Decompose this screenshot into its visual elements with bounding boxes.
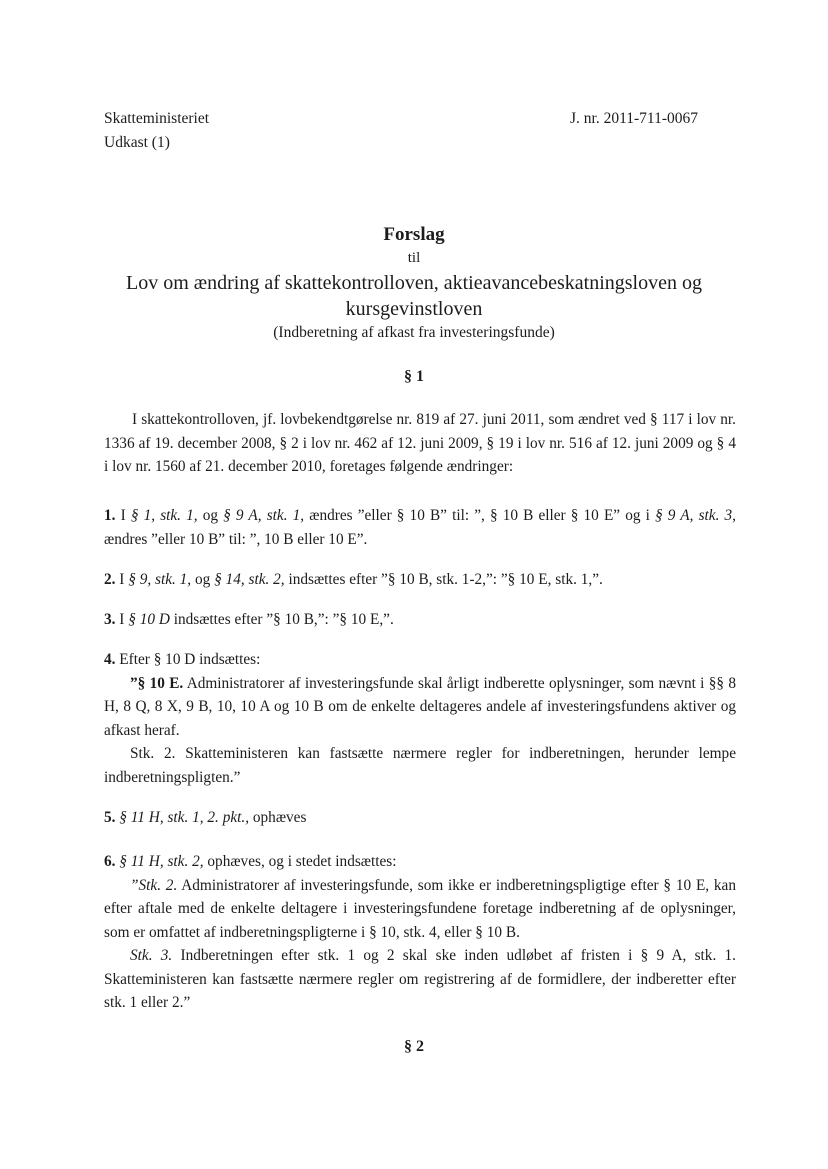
section-1-heading: § 1 <box>404 368 424 385</box>
item-text: ophæves, og i stedet indsættes: <box>203 853 397 870</box>
stk-2-text: Administratorer af investeringsfunde, som ikke er indberetningspligtige efter § 10 E, kan efter aftale med de enkelte deltagere i investeringsfundene foretage indberetning af de oplysninger, som er omfattet af indberetningspligterne i § 10, stk. 4, eller § 10 B. <box>104 876 736 941</box>
item-text: ændres ”eller § 10 B” til: ”, § 10 B eller § 10 E” og i <box>304 507 656 524</box>
amendment-item-4 <box>104 648 736 789</box>
law-title-line-1: Lov om ændring af skattekontrolloven, aktieavancebeskatningsloven og <box>126 272 702 294</box>
new-section-10e-stk2: Stk. 2. Skatteministeren kan fastsætte nærmere regler for indberetningen, herunder lempe indberetningspligten.” <box>104 745 736 786</box>
item-reference: § 9, stk. 1, <box>128 571 192 588</box>
bill-heading: Forslag <box>383 224 445 245</box>
section-2-heading: § 2 <box>404 1038 424 1055</box>
item-text: Efter § 10 D indsættes: <box>115 651 261 668</box>
ministry-name: Skatteministeriet <box>104 110 210 127</box>
item-number: 5. <box>104 809 116 826</box>
item-text: I <box>115 507 131 524</box>
item-reference: § 1, stk. 1, <box>130 507 198 524</box>
stk-3-text: Indberetningen efter stk. 1 og 2 skal ske inden udløbet af fristen i § 9 A, stk. 1. Skatteministeren kan fastsætte nærmere regler om registrering af de formidlere, der indberetter efter stk. 1 eller 2.” <box>104 947 736 1011</box>
item-text: I <box>115 611 129 628</box>
item-number: 1. <box>104 507 116 524</box>
item-number: 2. <box>104 571 116 588</box>
item-text: og <box>197 507 224 524</box>
item-reference: § 9 A, stk. 1, <box>223 507 305 524</box>
amendment-item-6 <box>104 850 736 1015</box>
stk-2-label: ”Stk. 2. <box>130 876 178 894</box>
item-reference: § 11 H, stk. 1, 2. pkt., <box>115 809 250 826</box>
amendment-item-1 <box>104 504 736 551</box>
item-text: indsættes efter ”§ 10 B,”: ”§ 10 E,”. <box>169 611 394 628</box>
bill-heading-til: til <box>407 250 421 266</box>
item-text: indsættes efter ”§ 10 B, stk. 1-2,”: ”§ 10 E, stk. 1,”. <box>284 571 603 588</box>
intro-text: I skattekontrolloven, jf. lovbekendtgørelse nr. 819 af 27. juni 2011, som ændret ved § 117 i lov nr. 1336 af 19. december 2008, § 2 i lov nr. 462 af 12. juni 2009, § 19 i lov nr. 516 af 12. juni 2009 og § 4 i lov nr. 1560 af 21. december 2010, foretages følgende ændringer: <box>104 411 736 475</box>
item-text: I <box>115 571 129 588</box>
item-reference: § 9 A, stk. 3, <box>655 507 736 524</box>
section-1-intro <box>104 408 736 479</box>
amendment-item-3 <box>104 608 736 632</box>
amendment-item-5 <box>104 806 736 830</box>
draft-label: Udkast (1) <box>104 134 170 151</box>
stk-3-label: Stk. 3. <box>130 947 173 964</box>
item-text: og <box>191 571 215 588</box>
item-number: 3. <box>104 611 116 628</box>
item-text: ophæves <box>249 809 307 826</box>
law-subtitle: (Indberetning af afkast fra investeringsfunde) <box>273 324 555 341</box>
item-reference: § 11 H, stk. 2, <box>115 853 204 870</box>
new-section-10e-heading: ”§ 10 E. <box>130 674 184 692</box>
law-title-line-2: kursgevinstloven <box>345 298 483 320</box>
item-text: ændres ”eller 10 B” til: ”, 10 B eller 10 E”. <box>104 530 368 548</box>
item-number: 4. <box>104 651 116 668</box>
item-reference: § 14, stk. 2, <box>214 571 285 588</box>
amendment-item-2 <box>104 568 736 592</box>
item-number: 6. <box>104 853 116 870</box>
item-reference: § 10 D <box>128 611 170 628</box>
journal-number: J. nr. 2011-711-0067 <box>570 110 699 127</box>
new-section-10e-text: Administratorer af investeringsfunde skal årligt indberette oplysninger, som nævnt i §§ 8 H, 8 Q, 8 X, 9 B, 10, 10 A og 10 B om de enkelte deltageres andele af investeringsfundens aktiver og afkast heraf. <box>104 674 736 739</box>
